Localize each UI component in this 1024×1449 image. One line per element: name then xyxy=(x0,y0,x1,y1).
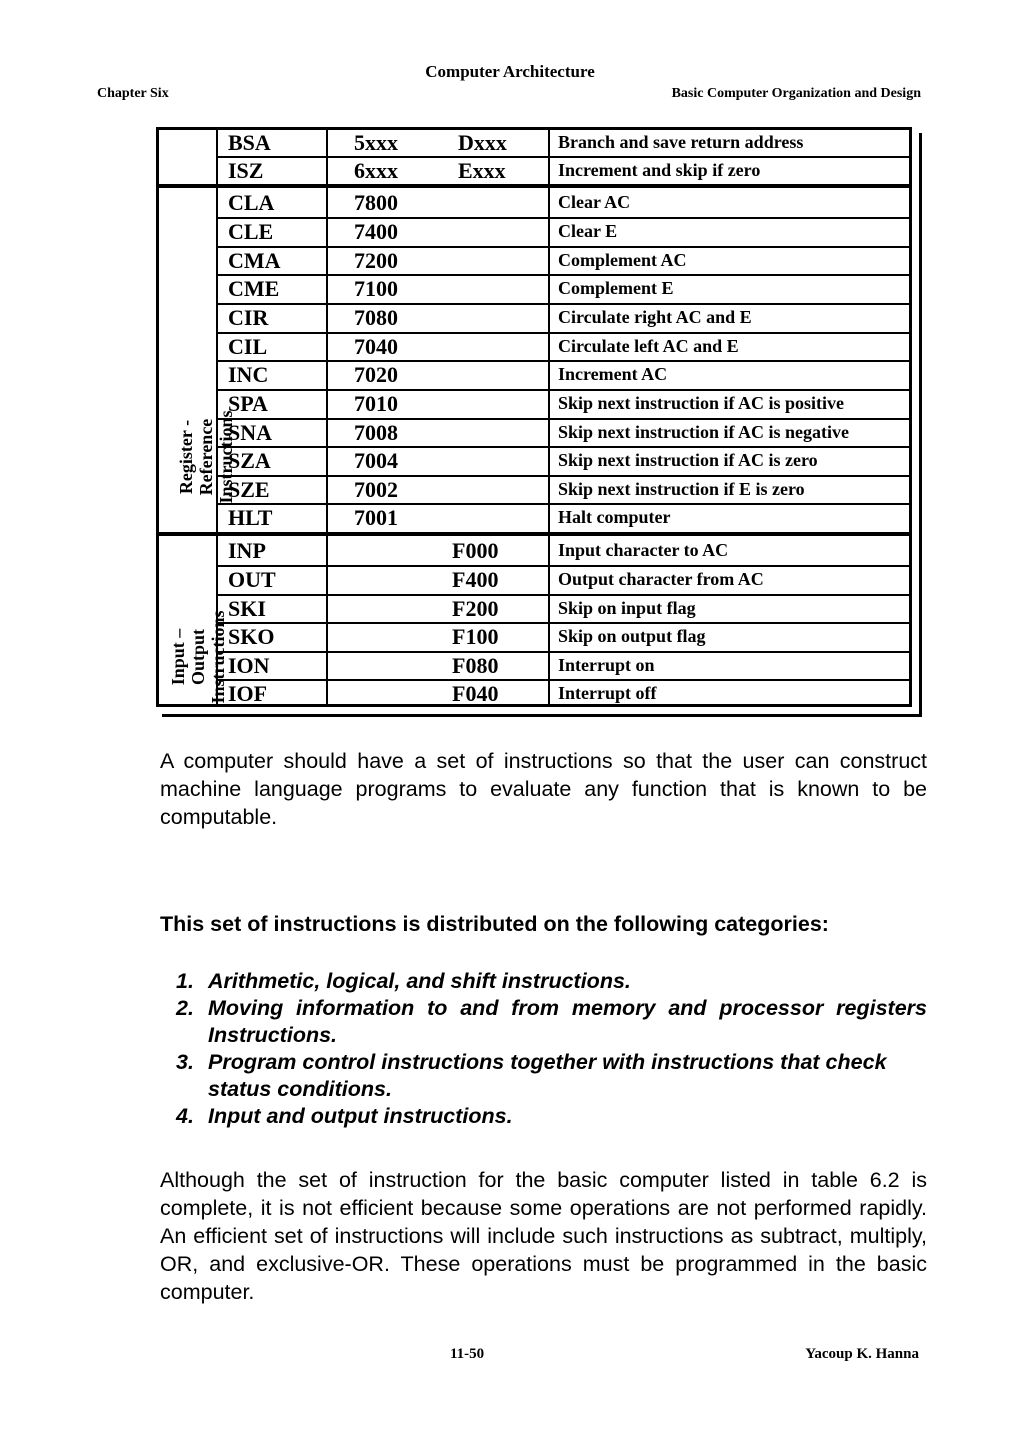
mnemonic: INC xyxy=(228,362,269,387)
description: Clear E xyxy=(558,221,618,241)
categories-list xyxy=(172,968,927,1130)
hex-code: 7008 xyxy=(354,420,398,445)
list-text: Program control instructions together with instructions that check status conditions. xyxy=(208,1050,887,1101)
chapter-label: Chapter Six xyxy=(97,86,169,101)
mnemonic: ISZ xyxy=(228,158,264,183)
list-item xyxy=(172,1049,927,1103)
description: Interrupt off xyxy=(558,683,657,703)
list-number: 4. xyxy=(176,1104,194,1128)
description: Skip next instruction if AC is zero xyxy=(558,450,818,470)
hex-code: 6xxx xyxy=(354,158,398,183)
list-number: 3. xyxy=(176,1050,194,1074)
table-row xyxy=(216,333,912,361)
table-row xyxy=(216,247,912,275)
hex-code: 7800 xyxy=(354,190,398,215)
description: Increment AC xyxy=(558,364,668,384)
description: Input character to AC xyxy=(558,540,729,560)
hex-code: F100 xyxy=(452,624,499,649)
table-row xyxy=(216,680,912,708)
mnemonic: INP xyxy=(228,538,266,563)
hex-code: F080 xyxy=(452,653,499,678)
mnemonic: SKI xyxy=(228,596,266,621)
hex-code: 7002 xyxy=(354,477,398,502)
mnemonic: OUT xyxy=(228,567,276,592)
table-row xyxy=(216,157,912,185)
table-row xyxy=(216,361,912,389)
list-text: Arithmetic, logical, and shift instructions. xyxy=(208,969,631,993)
io-instructions-label: Input – Output Instructions xyxy=(168,610,228,704)
table-row xyxy=(216,623,912,651)
categories-heading: This set of instructions is distributed on the following categories: xyxy=(160,912,829,936)
hex-code: F000 xyxy=(452,538,499,563)
hex-code: 5xxx xyxy=(354,130,398,155)
intro-paragraph: A computer should have a set of instructions so that the user can construct machine language programs to evaluate any function that is known to be computable. xyxy=(160,749,927,829)
hex-code: 7020 xyxy=(354,362,398,387)
mnemonic: SZA xyxy=(228,448,271,473)
description: Complement E xyxy=(558,278,674,298)
table-row xyxy=(216,537,912,565)
description: Complement AC xyxy=(558,250,687,270)
mnemonic: SNA xyxy=(228,420,273,445)
mnemonic: BSA xyxy=(228,130,271,155)
mnemonic: CIR xyxy=(228,305,269,330)
list-item xyxy=(172,995,927,1049)
indirect-code: Exxx xyxy=(458,158,506,183)
description: Interrupt on xyxy=(558,655,655,675)
group-divider xyxy=(156,532,912,536)
table-row xyxy=(216,476,912,504)
list-text: Moving information to and from memory and processor registers Instructions. xyxy=(208,996,927,1047)
hex-code: 7400 xyxy=(354,219,398,244)
description: Skip on input flag xyxy=(558,598,696,618)
table-row xyxy=(216,304,912,332)
chapter-subtitle: Basic Computer Organization and Design xyxy=(671,86,921,101)
table-row xyxy=(216,218,912,246)
table-row xyxy=(216,390,912,418)
hex-code: 7200 xyxy=(354,248,398,273)
mnemonic: CLA xyxy=(228,190,275,215)
description: Branch and save return address xyxy=(558,132,804,152)
table-row xyxy=(216,566,912,594)
hex-code: F400 xyxy=(452,567,499,592)
hex-code: 7001 xyxy=(354,505,398,530)
hex-code: 7100 xyxy=(354,276,398,301)
description: Halt computer xyxy=(558,507,671,527)
description: Skip next instruction if AC is positive xyxy=(558,393,845,413)
instruction-table xyxy=(156,127,916,711)
description: Skip next instruction if AC is negative xyxy=(558,422,850,442)
efficiency-paragraph: Although the set of instruction for the basic computer listed in table 6.2 is complete, it is not efficient because some operations are not performed rapidly. An efficient set of instructions will include such instructions as subtract, multiply, OR, and exclusive-OR. These operations must be programmed in the basic computer. xyxy=(160,1168,927,1304)
table-row xyxy=(216,504,912,532)
description: Skip on output flag xyxy=(558,626,706,646)
mnemonic: CME xyxy=(228,276,280,301)
hex-code: 7010 xyxy=(354,391,398,416)
list-item xyxy=(172,968,927,995)
hex-code: 7080 xyxy=(354,305,398,330)
table-row xyxy=(216,595,912,623)
hex-code: F200 xyxy=(452,596,499,621)
list-text: Input and output instructions. xyxy=(208,1104,513,1128)
table-row xyxy=(216,129,912,157)
mnemonic: ION xyxy=(228,653,270,678)
register-reference-label: Register - Reference Instructions xyxy=(176,410,236,504)
list-number: 2. xyxy=(176,996,194,1020)
table-row xyxy=(216,275,912,303)
description: Clear AC xyxy=(558,192,631,212)
table-row xyxy=(216,419,912,447)
mnemonic: HLT xyxy=(228,505,273,530)
mnemonic: SPA xyxy=(228,391,268,416)
author-name: Yacoup K. Hanna xyxy=(805,1346,919,1362)
table-row xyxy=(216,652,912,680)
description: Output character from AC xyxy=(558,569,764,589)
description: Skip next instruction if E is zero xyxy=(558,479,805,499)
document-title: Computer Architecture xyxy=(425,62,595,81)
description: Circulate left AC and E xyxy=(558,336,739,356)
table-row xyxy=(216,447,912,475)
mnemonic: SKO xyxy=(228,624,275,649)
hex-code: 7040 xyxy=(354,334,398,359)
page-number: 11-50 xyxy=(450,1346,485,1362)
indirect-code: Dxxx xyxy=(458,130,507,155)
mnemonic: SZE xyxy=(228,477,270,502)
mnemonic: IOF xyxy=(228,681,268,706)
description: Circulate right AC and E xyxy=(558,307,752,327)
mnemonic: CMA xyxy=(228,248,281,273)
mnemonic: CIL xyxy=(228,334,268,359)
hex-code: F040 xyxy=(452,681,499,706)
list-item xyxy=(172,1103,927,1130)
description: Increment and skip if zero xyxy=(558,160,761,180)
hex-code: 7004 xyxy=(354,448,398,473)
table-row xyxy=(216,189,912,217)
mnemonic: CLE xyxy=(228,219,274,244)
list-number: 1. xyxy=(176,969,194,993)
group-divider xyxy=(156,184,912,188)
